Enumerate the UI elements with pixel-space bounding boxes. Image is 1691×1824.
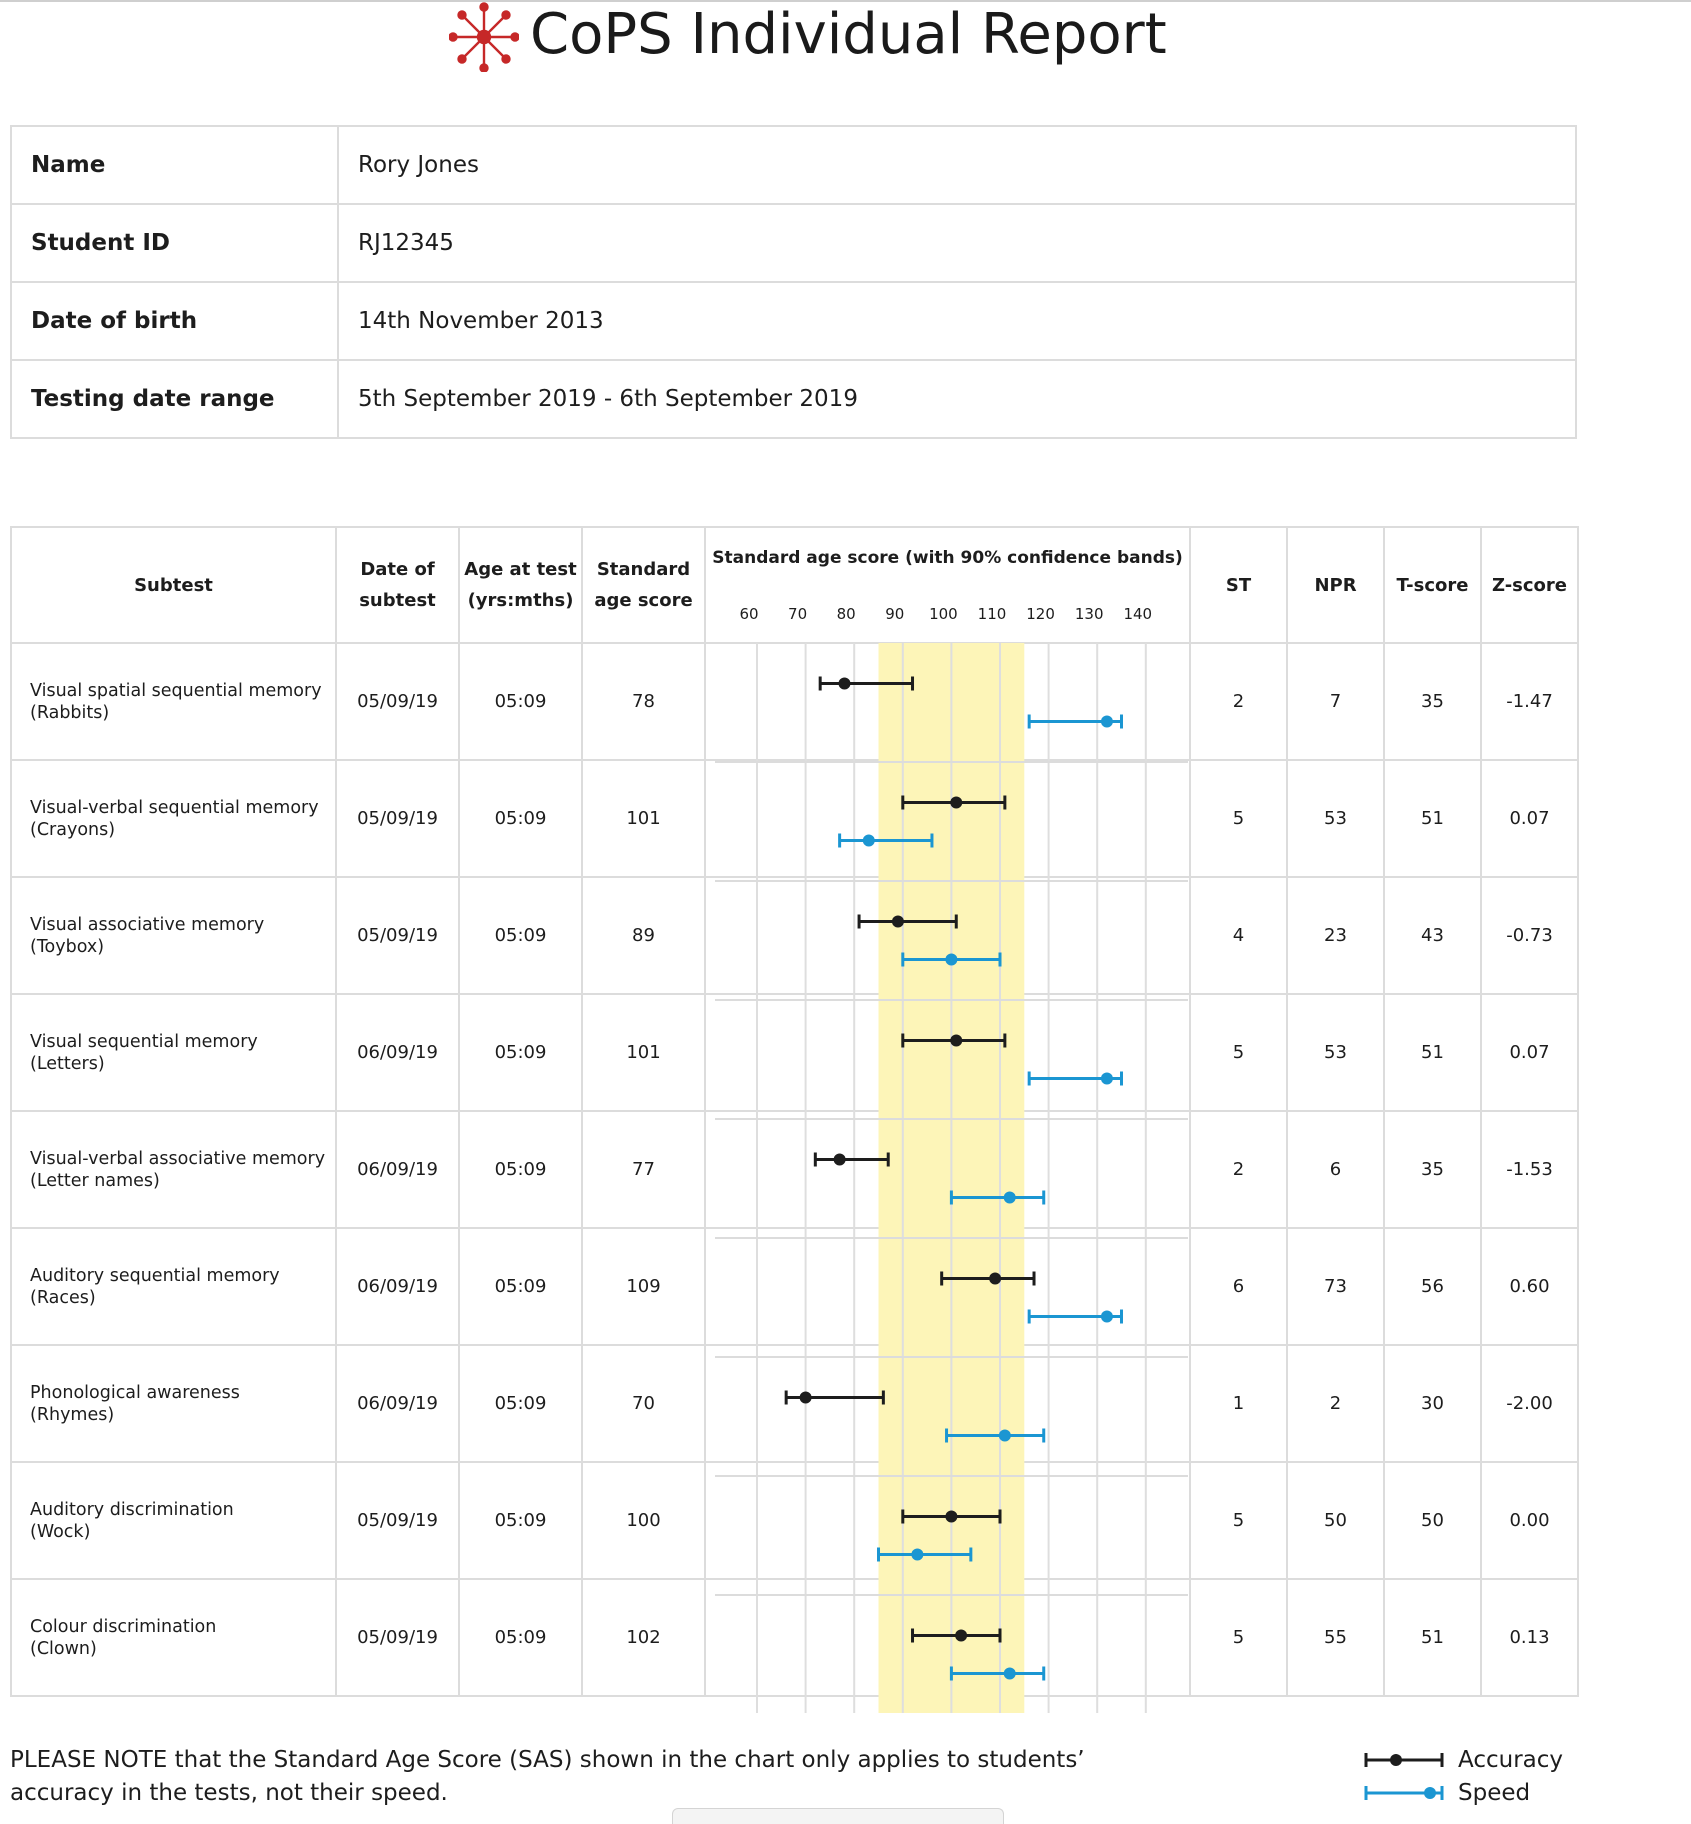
z-score-cell: -1.53 — [1481, 1111, 1578, 1228]
subtest-cell — [11, 1579, 336, 1696]
st-cell: 5 — [1190, 1462, 1287, 1579]
age-cell: 05:09 — [459, 1462, 582, 1579]
info-label: Student ID — [11, 204, 338, 282]
x-tick-label-60: 60 — [739, 605, 759, 623]
info-label: Date of birth — [11, 282, 338, 360]
date-cell: 05/09/19 — [336, 1462, 459, 1579]
subtest-code: (Rhymes) — [30, 1404, 115, 1425]
subtest-name: Visual associative memory — [30, 914, 265, 935]
legend-label: Accuracy — [1458, 1747, 1564, 1773]
header-sas: Standard age score — [582, 527, 705, 643]
header-subtest: Subtest — [11, 527, 336, 643]
z-score-cell: 0.07 — [1481, 760, 1578, 877]
info-value: 5th September 2019 - 6th September 2019 — [338, 360, 1576, 438]
sas-cell: 100 — [582, 1462, 705, 1579]
scroll-tab[interactable] — [672, 1808, 1004, 1824]
subtest-name: Auditory sequential memory — [30, 1265, 280, 1286]
age-cell: 05:09 — [459, 994, 582, 1111]
speed-point-toybox — [945, 954, 957, 966]
subtest-code: (Letter names) — [30, 1170, 160, 1191]
header-t: T-score — [1384, 527, 1481, 643]
speed-point-crayons — [863, 835, 875, 847]
sas-cell: 101 — [582, 760, 705, 877]
npr-cell: 2 — [1287, 1345, 1384, 1462]
npr-cell: 6 — [1287, 1111, 1384, 1228]
subtest-code: (Crayons) — [30, 819, 116, 840]
report-header — [0, 0, 1691, 70]
header-z: Z-score — [1481, 527, 1578, 643]
t-score-cell: 51 — [1384, 1579, 1481, 1696]
subtest-name: Auditory discrimination — [30, 1499, 234, 1520]
info-value: Rory Jones — [338, 126, 1576, 204]
subtest-cell — [11, 1111, 336, 1228]
speed-point-rhymes — [999, 1430, 1011, 1442]
header-age: Age at test (yrs:mths) — [459, 527, 582, 643]
sas-cell: 89 — [582, 877, 705, 994]
accuracy-point-races — [989, 1273, 1001, 1285]
z-score-cell: -0.73 — [1481, 877, 1578, 994]
age-cell: 05:09 — [459, 760, 582, 877]
z-score-cell: 0.07 — [1481, 994, 1578, 1111]
subtest-name: Visual-verbal associative memory — [30, 1148, 326, 1169]
subtest-cell — [11, 643, 336, 760]
speed-point-letter-names — [1004, 1192, 1016, 1204]
accuracy-point-crayons — [950, 797, 962, 809]
date-cell: 06/09/19 — [336, 1111, 459, 1228]
z-score-cell: 0.13 — [1481, 1579, 1578, 1696]
accuracy-point-letter-names — [834, 1154, 846, 1166]
t-score-cell: 30 — [1384, 1345, 1481, 1462]
speed-point-races — [1101, 1311, 1113, 1323]
speed-point-wock — [911, 1549, 923, 1561]
legend-accuracy — [1360, 1744, 1580, 1777]
age-cell: 05:09 — [459, 877, 582, 994]
chart-legend — [1360, 1744, 1580, 1810]
date-cell: 05/09/19 — [336, 760, 459, 877]
st-cell: 6 — [1190, 1228, 1287, 1345]
confidence-band-chart — [715, 643, 1188, 1713]
npr-cell: 23 — [1287, 877, 1384, 994]
z-score-cell: 0.60 — [1481, 1228, 1578, 1345]
t-score-cell: 35 — [1384, 1111, 1481, 1228]
z-score-cell: -2.00 — [1481, 1345, 1578, 1462]
age-cell: 05:09 — [459, 1579, 582, 1696]
sas-note — [10, 1744, 1110, 1810]
age-cell: 05:09 — [459, 1111, 582, 1228]
st-cell: 5 — [1190, 760, 1287, 877]
st-cell: 2 — [1190, 643, 1287, 760]
accuracy-point-wock — [945, 1511, 957, 1523]
report-title: CoPS Individual Report — [530, 2, 1167, 67]
subtest-code: (Toybox) — [30, 936, 105, 957]
date-cell: 06/09/19 — [336, 1228, 459, 1345]
x-tick-label-110: 110 — [977, 605, 1007, 623]
accuracy-point-clown — [955, 1630, 967, 1642]
st-cell: 2 — [1190, 1111, 1287, 1228]
st-cell: 5 — [1190, 994, 1287, 1111]
date-cell: 06/09/19 — [336, 994, 459, 1111]
student-info-table — [10, 125, 1577, 439]
x-tick-label-80: 80 — [836, 605, 856, 623]
legend-label: Speed — [1458, 1780, 1531, 1806]
legend-speed — [1360, 1777, 1580, 1810]
speed-point-letters — [1101, 1073, 1113, 1085]
z-score-cell: -1.47 — [1481, 643, 1578, 760]
sas-cell: 78 — [582, 643, 705, 760]
table-header-row — [11, 527, 1578, 643]
npr-cell: 50 — [1287, 1462, 1384, 1579]
subtest-code: (Rabbits) — [30, 702, 110, 723]
subtest-code: (Letters) — [30, 1053, 105, 1074]
note-line-1: PLEASE NOTE that the Standard Age Score (SAS) shown in the chart only applies to students’ — [10, 1747, 1085, 1773]
date-cell: 05/09/19 — [336, 643, 459, 760]
accuracy-legend-marker-icon — [1360, 1744, 1450, 1777]
red-network-star-icon — [449, 2, 519, 72]
sas-cell: 101 — [582, 994, 705, 1111]
subtest-cell — [11, 1462, 336, 1579]
age-cell: 05:09 — [459, 1228, 582, 1345]
st-cell: 1 — [1190, 1345, 1287, 1462]
subtest-code: (Wock) — [30, 1521, 91, 1542]
sas-cell: 109 — [582, 1228, 705, 1345]
info-value: 14th November 2013 — [338, 282, 1576, 360]
info-row-dob — [11, 282, 1576, 360]
npr-cell: 7 — [1287, 643, 1384, 760]
date-cell: 06/09/19 — [336, 1345, 459, 1462]
info-row-name — [11, 126, 1576, 204]
sas-cell: 70 — [582, 1345, 705, 1462]
t-score-cell: 43 — [1384, 877, 1481, 994]
t-score-cell: 56 — [1384, 1228, 1481, 1345]
subtest-cell — [11, 760, 336, 877]
info-row-student-id — [11, 204, 1576, 282]
x-tick-label-100: 100 — [929, 605, 958, 623]
chart-title: Standard age score (with 90% confidence bands) — [712, 548, 1183, 568]
subtest-code: (Races) — [30, 1287, 96, 1308]
x-tick-label-120: 120 — [1026, 605, 1055, 623]
st-cell: 5 — [1190, 1579, 1287, 1696]
subtest-cell — [11, 1345, 336, 1462]
speed-legend-marker-icon — [1360, 1777, 1450, 1810]
sas-cell: 77 — [582, 1111, 705, 1228]
npr-cell: 53 — [1287, 760, 1384, 877]
date-cell: 05/09/19 — [336, 1579, 459, 1696]
date-cell: 05/09/19 — [336, 877, 459, 994]
header-st: ST — [1190, 527, 1287, 643]
subtest-name: Visual spatial sequential memory — [30, 680, 322, 701]
info-label: Name — [11, 126, 338, 204]
subtest-name: Colour discrimination — [30, 1616, 217, 1637]
note-line-2: accuracy in the tests, not their speed. — [10, 1780, 448, 1806]
age-cell: 05:09 — [459, 643, 582, 760]
accuracy-point-toybox — [892, 916, 904, 928]
accuracy-point-letters — [950, 1035, 962, 1047]
x-tick-label-70: 70 — [788, 605, 808, 623]
info-value: RJ12345 — [338, 204, 1576, 282]
t-score-cell: 50 — [1384, 1462, 1481, 1579]
t-score-cell: 51 — [1384, 760, 1481, 877]
x-axis-tick-labels — [706, 599, 1194, 621]
age-cell: 05:09 — [459, 1345, 582, 1462]
sas-cell: 102 — [582, 1579, 705, 1696]
subtest-name: Phonological awareness — [30, 1382, 240, 1403]
subtest-name: Visual-verbal sequential memory — [30, 797, 319, 818]
speed-point-clown — [1004, 1668, 1016, 1680]
x-tick-label-90: 90 — [885, 605, 905, 623]
npr-cell: 55 — [1287, 1579, 1384, 1696]
subtest-name: Visual sequential memory — [30, 1031, 258, 1052]
subtest-cell — [11, 877, 336, 994]
header-npr: NPR — [1287, 527, 1384, 643]
header-date: Date of subtest — [336, 527, 459, 643]
z-score-cell: 0.00 — [1481, 1462, 1578, 1579]
t-score-cell: 35 — [1384, 643, 1481, 760]
speed-point-rabbits — [1101, 716, 1113, 728]
x-tick-label-140: 140 — [1123, 605, 1153, 623]
subtest-cell — [11, 1228, 336, 1345]
subtest-code: (Clown) — [30, 1638, 97, 1659]
accuracy-point-rabbits — [838, 678, 850, 690]
header-chart — [705, 527, 1190, 643]
subtest-cell — [11, 994, 336, 1111]
info-row-testing-range — [11, 360, 1576, 438]
info-label: Testing date range — [11, 360, 338, 438]
st-cell: 4 — [1190, 877, 1287, 994]
npr-cell: 73 — [1287, 1228, 1384, 1345]
accuracy-point-rhymes — [800, 1392, 812, 1404]
x-tick-label-130: 130 — [1074, 605, 1104, 623]
npr-cell: 53 — [1287, 994, 1384, 1111]
t-score-cell: 51 — [1384, 994, 1481, 1111]
